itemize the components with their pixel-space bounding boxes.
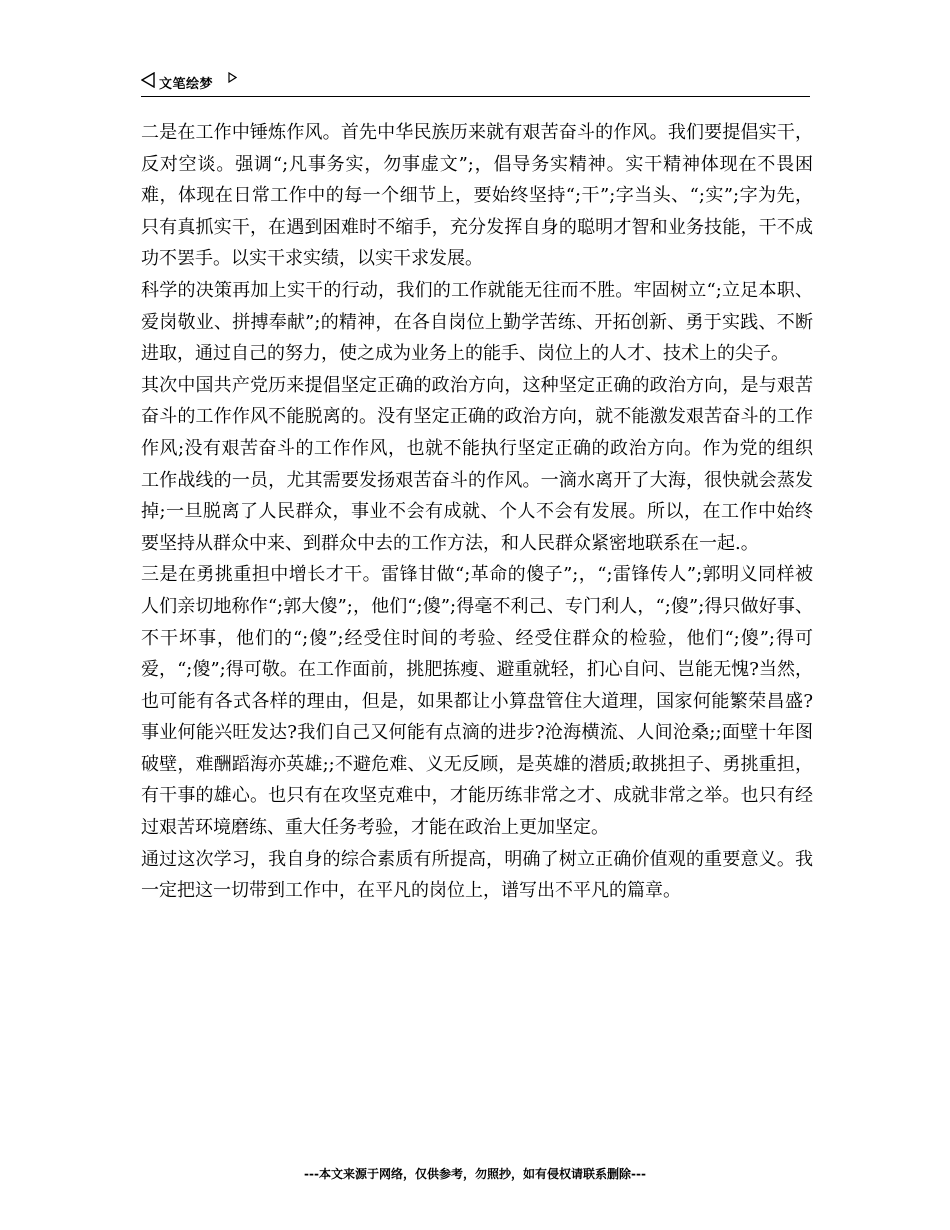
footer-disclaimer: ---本文来源于网络，仅供参考，勿照抄，如有侵权请联系删除--- [304,1167,646,1181]
paragraph: 科学的决策再加上实干的行动，我们的工作就能无往而不胜。牢固树立“;立足本职、爱岗敬业、拼搏奉献”;的精神，在各自岗位上勤学苦练、开拓创新、勇于实践、不断进取，通过自己的努力，使之成为业务上的能手、岗位上的人才、技术上的尖子。 [141,279,813,365]
triangle-right-outline-icon [228,72,237,83]
paragraph: 其次中国共产党历来提倡坚定正确的政治方向，这种坚定正确的政治方向，是与艰苦奋斗的工作作风不能脱离的。没有坚定正确的政治方向，就不能激发艰苦奋斗的工作作风;没有艰苦奋斗的工作作风，也就不能执行坚定正确的政治方向。作为党的组织工作战线的一员，尤其需要发扬艰苦奋斗的作风。一滴水离开了大海，很快就会蒸发掉;一旦脱离了人民群众，事业不会有成就、个人不会有发展。所以，在工作中始终要坚持从群众中来、到群众中去的工作方法，和人民群众紧密地联系在一起.。 [141,374,813,554]
paragraph: 三是在勇挑重担中增长才干。雷锋甘做“;革命的傻子”;，“;雷锋传人”;郭明义同样被人们亲切地称作“;郭大傻”;，他们“;傻”;得毫不利己、专门利人，“;傻”;得只做好事、不干坏事，他们的“;傻”;经受住时间的考验、经受住群众的检验，他们“;傻”;得可爱，“;傻”;得可敬。在工作面前，挑肥拣瘦、避重就轻，扪心自问、岂能无愧?当然，也可能有各式各样的理由，但是，如果都让小算盘管住大道理，国家何能繁荣昌盛?事业何能兴旺发达?我们自己又何能有点滴的进步?沧海横流、人间沧桑;;面壁十年图破壁，难酬蹈海亦英雄;;不避危难、义无反顾，是英雄的潜质;敢挑担子、勇挑重担，有干事的雄心。也只有在攻坚克难中，才能历练非常之才、成就非常之举。也只有经过艰苦环境磨练、重大任务考验，才能在政治上更加坚定。 [141,564,813,839]
paragraph: 通过这次学习，我自身的综合素质有所提高，明确了树立正确价值观的重要意义。我一定把这一切带到工作中，在平凡的岗位上，谱写出不平凡的篇章。 [141,848,813,902]
page-header [141,70,810,97]
document-body [141,117,813,907]
paragraph: 二是在工作中锤炼作风。首先中华民族历来就有艰苦奋斗的作风。我们要提倡实干，反对空谈。强调“;凡事务实，勿事虚文”;，倡导务实精神。实干精神体现在不畏困难，体现在日常工作中的每一个细节上，要始终坚持“;干”;字当头、“;实”;字为先，只有真抓实干，在遇到困难时不缩手，充分发挥自身的聪明才智和业务技能，干不成功不罢手。以实干求实绩，以实干求发展。 [141,122,813,270]
triangle-left-outline-icon [141,72,155,88]
header-title: 文笔绘梦 [159,77,214,92]
